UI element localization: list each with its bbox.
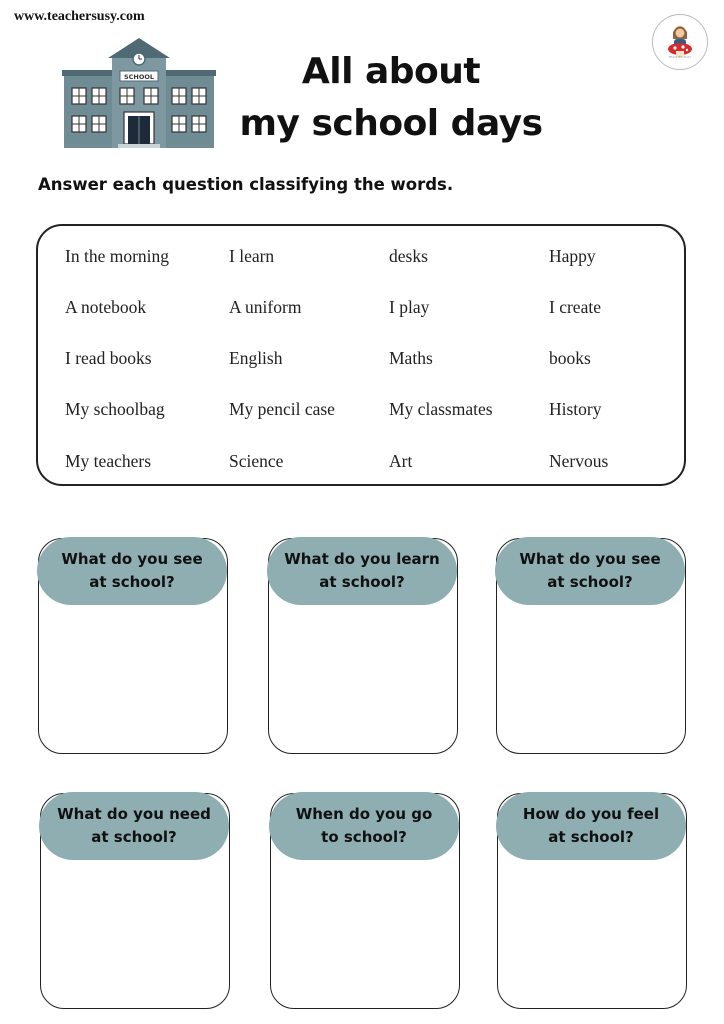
word-bank-item: Maths [389, 348, 433, 368]
word-bank-item: Art [389, 451, 413, 471]
word-bank-item: Nervous [549, 451, 609, 471]
word-bank-item: My teachers [65, 451, 152, 471]
word-bank-item: Happy [549, 246, 596, 266]
instructions: Answer each question classifying the words. [38, 175, 454, 194]
word-bank-item: English [229, 348, 283, 368]
word-bank-item: A uniform [229, 297, 302, 317]
word-bank-item: My pencil case [229, 399, 335, 419]
question-label: How do you feel at school? [496, 792, 686, 860]
question-label: What do you need at school? [39, 792, 229, 860]
question-box[interactable] [40, 793, 230, 1009]
word-bank-item: My classmates [389, 399, 493, 419]
word-bank-item: History [549, 399, 602, 419]
site-url: www.teachersusy.com [14, 9, 145, 24]
question-label: What do you learn at school? [267, 537, 457, 605]
teacher-susy-logo [652, 14, 708, 70]
word-bank-item: desks [389, 246, 428, 266]
question-box[interactable] [496, 538, 686, 754]
word-bank-item: Science [229, 451, 284, 471]
question-box[interactable] [497, 793, 687, 1009]
school-building-icon [62, 36, 216, 152]
word-bank-item: I learn [229, 246, 275, 266]
question-label: When do you go to school? [269, 792, 459, 860]
teacher-avatar-icon [653, 15, 707, 69]
question-box[interactable] [270, 793, 460, 1009]
word-bank-item: A notebook [65, 297, 147, 317]
word-bank-item: In the morning [65, 246, 170, 266]
question-label: What do you see at school? [495, 537, 685, 605]
word-bank-item: books [549, 348, 591, 368]
word-bank-item: I read books [65, 348, 152, 368]
school-sign: SCHOOL [123, 73, 155, 81]
question-box[interactable] [38, 538, 228, 754]
word-bank-item: I play [389, 297, 430, 317]
title-text: All about my school days [239, 51, 543, 144]
question-box[interactable] [268, 538, 458, 754]
page-title [236, 46, 546, 150]
question-label: What do you see at school? [37, 537, 227, 605]
word-bank-item: My schoolbag [65, 399, 165, 419]
logo-text: TEACHER SUSY [668, 55, 692, 59]
word-bank-item: I create [549, 297, 601, 317]
word-bank [36, 224, 686, 486]
